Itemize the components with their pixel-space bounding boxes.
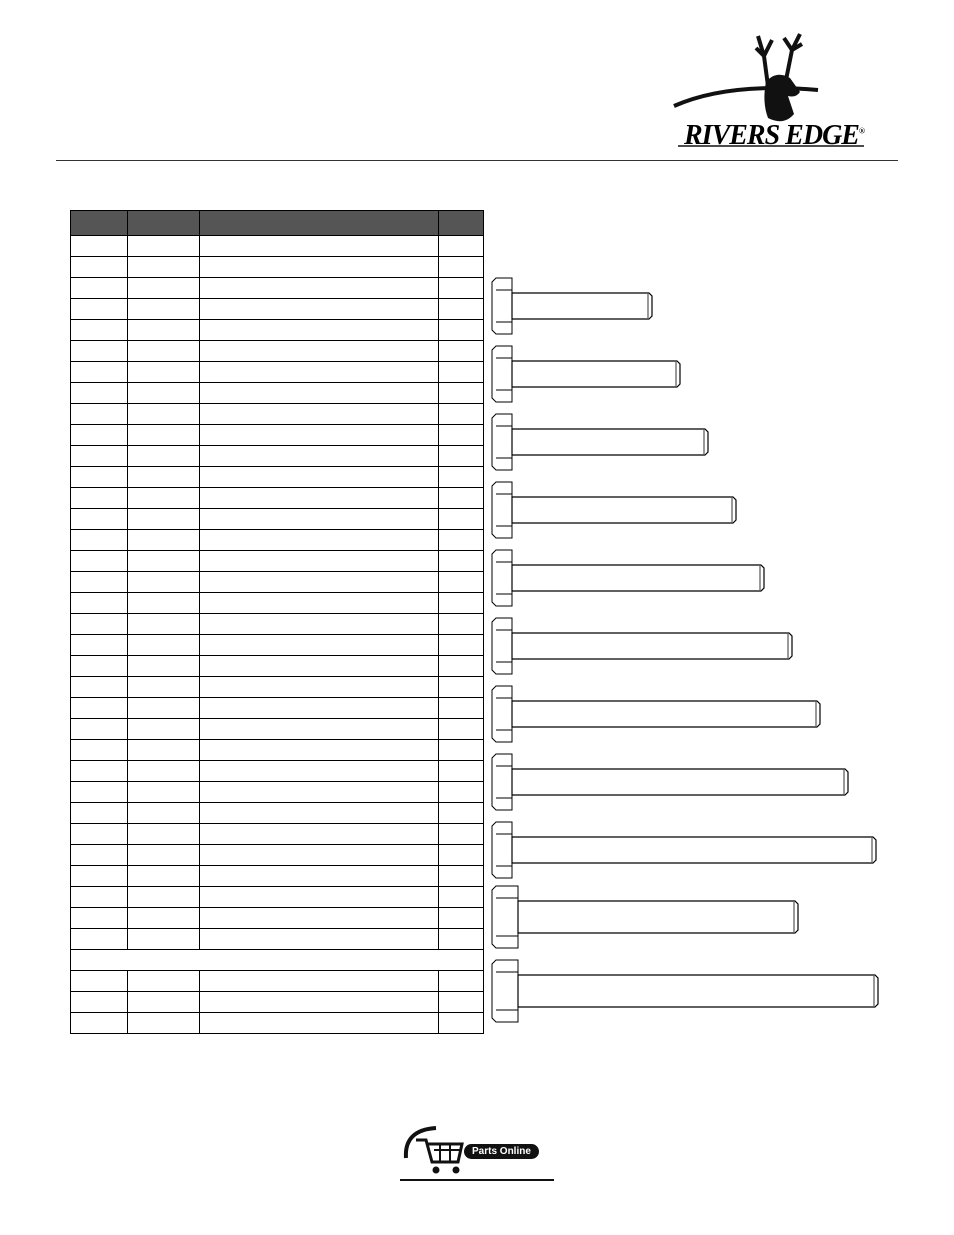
table-row [71,467,484,488]
table-cell [439,761,484,782]
table-row [71,866,484,887]
table-cell [128,656,200,677]
table-cell [71,656,128,677]
table-cell [128,677,200,698]
table-cell [71,551,128,572]
parts-table [70,210,484,1034]
table-row [71,824,484,845]
table-row [71,320,484,341]
parts-online-badge[interactable] [396,1122,558,1184]
table-cell [200,971,439,992]
table-cell [128,572,200,593]
bolt-6 [492,618,792,674]
table-cell [71,404,128,425]
table-cell [439,698,484,719]
table-cell [200,929,439,950]
table-cell [439,404,484,425]
header-cell [200,211,439,236]
table-row [71,887,484,908]
table-cell [200,887,439,908]
table-row [71,509,484,530]
table-row [71,404,484,425]
table-cell [439,614,484,635]
table-cell [439,278,484,299]
table-cell [200,698,439,719]
table-cell [439,257,484,278]
table-cell [439,635,484,656]
table-cell [200,992,439,1013]
table-section-row [71,950,484,971]
table-cell [128,908,200,929]
table-cell [71,929,128,950]
table-cell [71,530,128,551]
table-row [71,551,484,572]
table-row [71,593,484,614]
table-cell [439,383,484,404]
bolt-1 [492,278,652,334]
bolt-11 [492,960,878,1022]
table-row [71,1013,484,1034]
table-cell [439,425,484,446]
table-row [71,782,484,803]
table-cell [71,992,128,1013]
table-row [71,971,484,992]
table-cell [128,929,200,950]
table-row [71,656,484,677]
logo-wordmark: RIVERS EDGE® [684,120,864,151]
table-cell [200,425,439,446]
table-cell [71,698,128,719]
table-cell [439,572,484,593]
table-cell [71,614,128,635]
table-cell [439,446,484,467]
table-cell [439,824,484,845]
table-row [71,635,484,656]
table-cell [71,362,128,383]
table-cell [200,908,439,929]
table-cell [439,845,484,866]
table-cell [71,236,128,257]
table-cell [71,635,128,656]
table-cell [128,782,200,803]
table-row [71,908,484,929]
table-cell [71,761,128,782]
parts-online-label: Parts Online [464,1144,539,1159]
table-cell [200,803,439,824]
table-cell [200,488,439,509]
table-cell [128,383,200,404]
table-row [71,719,484,740]
table-cell [200,404,439,425]
table-cell [71,278,128,299]
table-cell [71,908,128,929]
table-cell [128,803,200,824]
table-row [71,278,484,299]
table-cell [71,341,128,362]
table-cell [200,593,439,614]
table-row [71,425,484,446]
table-cell [128,341,200,362]
table-cell [439,236,484,257]
bolt-7 [492,686,820,742]
table-cell [128,299,200,320]
table-cell [439,929,484,950]
table-cell [439,341,484,362]
table-cell [439,320,484,341]
table-cell [200,614,439,635]
table-row [71,698,484,719]
table-row [71,929,484,950]
table-row [71,341,484,362]
table-cell [128,992,200,1013]
table-cell [200,257,439,278]
table-cell [71,257,128,278]
table-cell [200,278,439,299]
table-cell [71,446,128,467]
table-cell [439,509,484,530]
table-header-row [71,211,484,236]
table-cell [200,236,439,257]
table-cell [128,740,200,761]
table-cell [200,446,439,467]
table-cell [128,698,200,719]
table-cell [71,299,128,320]
table-cell [200,635,439,656]
table-cell [71,803,128,824]
bolt-4 [492,482,736,538]
table-cell [200,656,439,677]
table-row [71,677,484,698]
table-cell [439,299,484,320]
table-row [71,236,484,257]
table-row [71,740,484,761]
table-cell [71,488,128,509]
table-cell [71,845,128,866]
table-cell [71,509,128,530]
table-cell [71,740,128,761]
table-cell [439,992,484,1013]
table-cell [128,1013,200,1034]
table-cell [71,866,128,887]
header-cell [128,211,200,236]
table-cell [128,761,200,782]
table-cell [200,845,439,866]
table-cell [200,866,439,887]
table-row [71,803,484,824]
table-row [71,761,484,782]
table-cell [439,887,484,908]
table-cell [439,593,484,614]
table-cell [128,719,200,740]
table-cell [439,551,484,572]
table-cell [128,467,200,488]
table-cell [71,887,128,908]
table-cell [200,824,439,845]
table-cell [71,320,128,341]
brand-logo [668,26,880,152]
table-row [71,572,484,593]
table-cell [71,383,128,404]
table-cell [200,509,439,530]
table-row [71,299,484,320]
table-cell [439,530,484,551]
table-cell [128,257,200,278]
table-cell [71,950,484,971]
table-cell [71,1013,128,1034]
table-cell [128,362,200,383]
table-cell [200,761,439,782]
table-cell [439,719,484,740]
table-cell [71,824,128,845]
table-cell [128,824,200,845]
bolt-diagram [486,268,886,1028]
table-cell [200,551,439,572]
table-cell [128,593,200,614]
table-cell [128,446,200,467]
table-cell [200,740,439,761]
bolt-9 [492,822,876,878]
table-cell [71,593,128,614]
table-row [71,362,484,383]
table-cell [200,467,439,488]
table-cell [439,362,484,383]
table-cell [71,425,128,446]
table-cell [439,656,484,677]
table-cell [200,530,439,551]
table-cell [128,320,200,341]
table-cell [128,866,200,887]
table-cell [200,383,439,404]
table-cell [71,572,128,593]
table-cell [128,488,200,509]
table-cell [439,908,484,929]
table-row [71,257,484,278]
table-cell [71,971,128,992]
bolt-10 [492,886,798,948]
table-cell [128,509,200,530]
table-cell [200,1013,439,1034]
table-cell [128,614,200,635]
table-row [71,845,484,866]
table-cell [71,677,128,698]
table-cell [439,488,484,509]
table-cell [128,887,200,908]
table-cell [200,341,439,362]
table-row [71,383,484,404]
table-cell [128,278,200,299]
table-cell [128,845,200,866]
table-cell [200,677,439,698]
table-cell [439,782,484,803]
bolt-2 [492,346,680,402]
table-cell [128,404,200,425]
bolt-8 [492,754,848,810]
table-row [71,530,484,551]
table-cell [439,677,484,698]
bolt-3 [492,414,708,470]
bolt-5 [492,550,764,606]
table-cell [200,362,439,383]
table-row [71,488,484,509]
table-cell [128,530,200,551]
table-cell [439,866,484,887]
table-cell [71,467,128,488]
table-cell [200,782,439,803]
table-cell [439,467,484,488]
table-cell [128,635,200,656]
table-cell [128,236,200,257]
table-cell [439,803,484,824]
table-cell [439,740,484,761]
header-cell [71,211,128,236]
table-row [71,446,484,467]
table-row [71,614,484,635]
table-cell [128,971,200,992]
table-cell [200,320,439,341]
table-cell [200,572,439,593]
table-cell [128,551,200,572]
table-cell [71,719,128,740]
header-cell [439,211,484,236]
table-cell [200,299,439,320]
table-cell [439,1013,484,1034]
table-cell [128,425,200,446]
table-row [71,992,484,1013]
table-cell [71,782,128,803]
header-divider [56,160,898,161]
table-cell [200,719,439,740]
table-cell [439,971,484,992]
